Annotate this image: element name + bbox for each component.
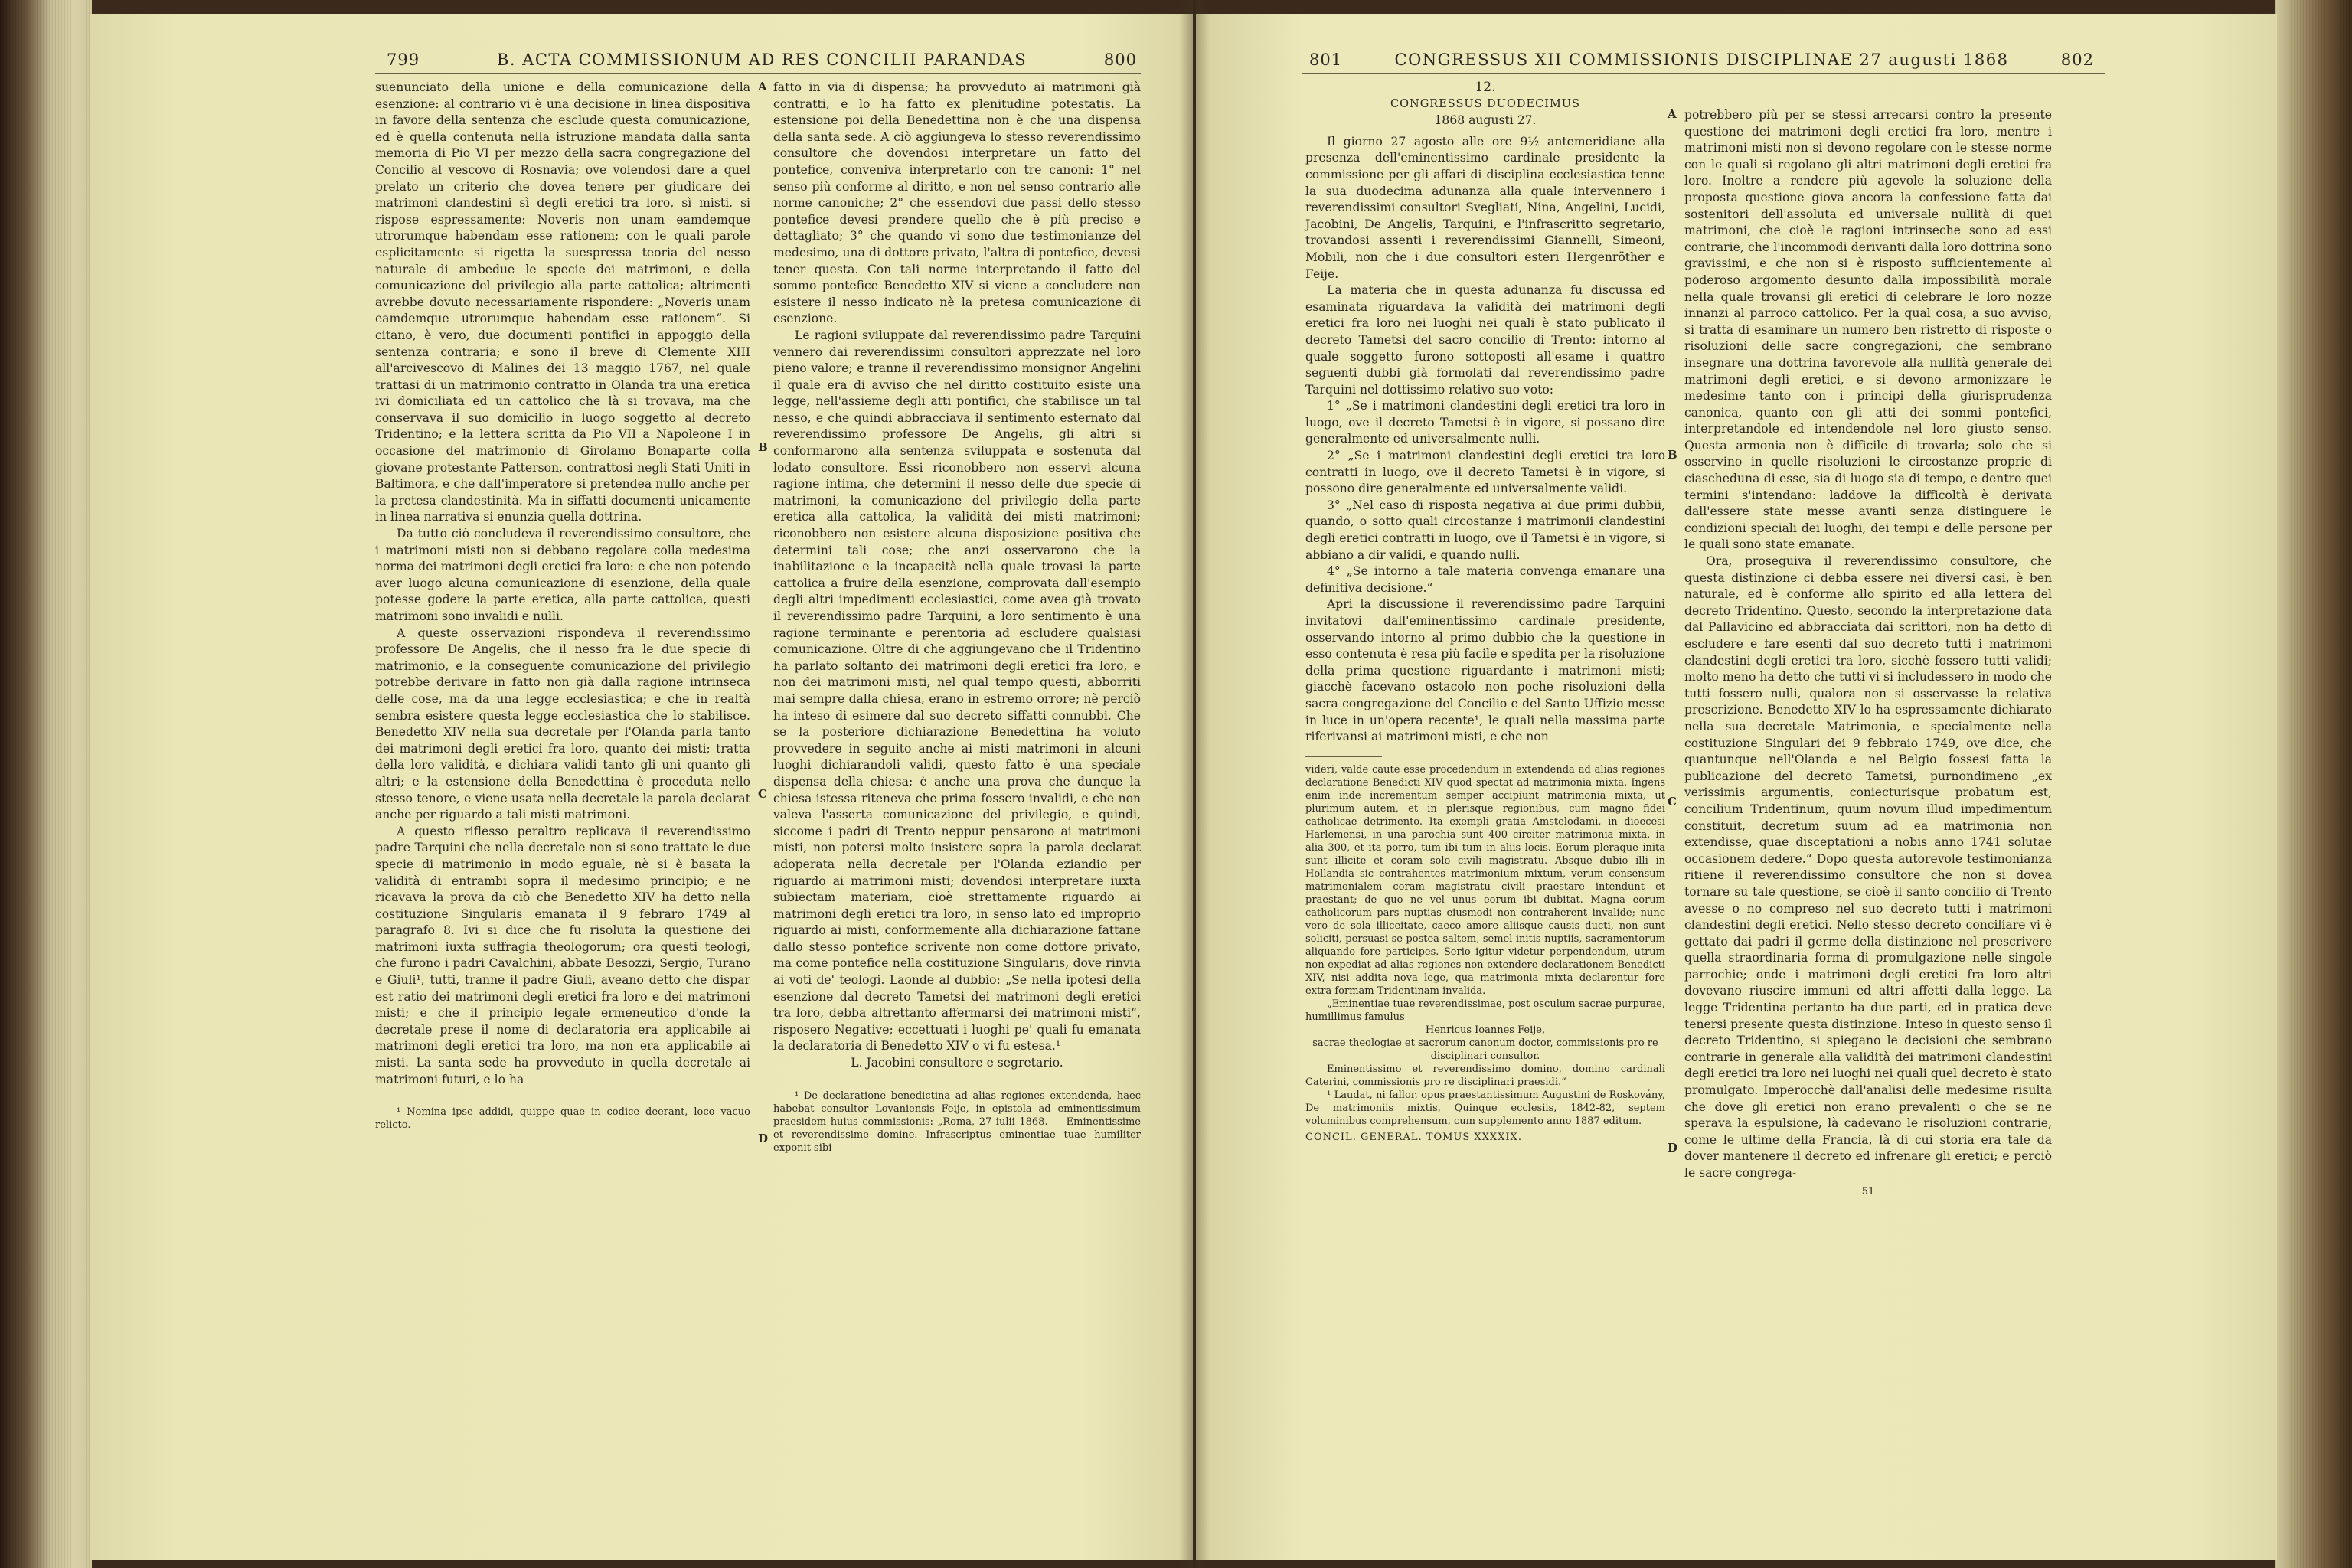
footnote-close: „Eminentiae tuae reverendissimae, post osculum sacrae purpurae, humillimus famulus xyxy=(1305,998,1665,1023)
paragraph: fatto in via di dispensa; ha provveduto ai matrimoni già contratti, e lo ha fatto ex plenitudine potestatis. La estensione poi della Benedettina non è che una dispensa della santa sede. A ciò aggiungeva lo stesso reverendissimo consultore che dovendosi interpretare un fatto del pontefice, conveniva interpretarlo con tre canoni: 1° nel senso più conforme al diritto, e non nel senso contrario alle norme canoniche; 2° che essendovi due passi dello stesso pontefice devesi prendere quello che è più preciso e dettagliato; 3° che quando vi sono due testimonianze del medesimo, una di dottore privato, l'altra di pontefice, devesi tener questa. Con tali norme interpretando il fatto del sommo pontefice Benedetto XIV si viene a concludere non esistere il nesso indicato nè la pretesa comunicazione di esenzione. xyxy=(773,80,1141,326)
right-page-number-a: 801 xyxy=(1309,51,1343,69)
paragraph: A questo riflesso peraltro replicava il reverendissimo padre Tarquini che nella decretale non si sono trattate le due specie di matrimonio in modo eguale, nè si è basata la validità di entrambi sopra il medesimo principio; e ne ricavava la prova da ciò che Benedetto XIV ha detto nella costituzione Singularis emanata il 9 febraro 1749 al paragrafo 8. Ivi si dice che fu risoluta la questione dei matrimoni iuxta suffragia theologorum; ora questi teologi, che furono i padri Cavalchini, abbate Besozzi, Sergio, Turano e Giuli¹, tutti, tranne il padre Giuli, aveano detto che dispar est ratio dei matrimoni degli eretici fra loro e dei matrimoni misti; e che il principio legale ermeneutico d'onde la decretale prese il nome di declaratoria era applicabile ai matrimoni degli eretici tra loro, ma non era applicabile ai misti. La santa sede ha provveduto in quella decretale ai matrimoni futuri, e lo ha xyxy=(375,824,750,1086)
book-edge-right xyxy=(2275,0,2352,1568)
right-running-title: CONGRESSUS XII COMMISSIONIS DISCIPLINAE 27 augusti 1868 xyxy=(1394,51,2009,69)
paragraph: Il giorno 27 agosto alle ore 9½ antemeridiane alla presenza dell'eminentissimo cardinale presidente la commissione per gli affari di disciplina ecclesiastica tenne la sua duodecima adunanza alla quale intervennero i reverendissimi consultori Svegliati, Nina, Angelini, Lucidi, Jacobini, De Angelis, Tarquini, e l'infrascritto segretario, trovandosi assenti i reverendissimi Giannelli, Simeoni, Mobili, non che i due consultori esteri Hergenröther e Feije. xyxy=(1305,134,1665,281)
footnote: ¹ Laudat, ni fallor, opus praestantissimum Augustini de Roskovány, De matrimoniis mixtis, Quinque ecclesiis, 1842-82, septem voluminibus comprehensum, cum supplemento anno 1887 editum. xyxy=(1305,1089,1665,1127)
footnote: ¹ Nomina ipse addidi, quippe quae in codice deerant, loco vacuo relicto. xyxy=(375,1106,750,1132)
paragraph: Apri la discussione il reverendissimo padre Tarquini invitatovi dall'eminentissimo cardinale presidente, osservando intorno al primo dubbio che la questione in esso contenuta è resa più facile e spedita per la risoluzione della prima questione riguardante i matrimoni misti; giacchè facevano ostacolo non poche risoluzioni della sacra congregazione del Concilio e del Santo Uffizio messe in luce in un'opera recente¹, le quali nella massima parte riferivansi ai matrimoni misti, e che non xyxy=(1305,597,1665,744)
signature-number: 51 xyxy=(1861,1185,1875,1197)
left-page-number-a: 799 xyxy=(387,51,420,69)
left-running-title: B. ACTA COMMISSIONUM AD RES CONCILII PARANDAS xyxy=(496,51,1027,69)
margin-letter-d: D xyxy=(758,1132,769,1145)
paragraph: 2° „Se i matrimoni clandestini degli eretici tra loro contratti in luogo, ove il decreto Tametsi è in vigore, si possono dire generalmente ed universalmente validi. xyxy=(1305,449,1665,496)
footnote-signature-role: sacrae theologiae et sacrorum canonum doctor, commissionis pro re disciplinari consultor. xyxy=(1312,1037,1658,1062)
paragraph: 3° „Nel caso di risposta negativa ai due primi dubbii, quando, o sotto quali circostanze i matrimonii clandestini degli eretici contratti in luogo, ove il Tametsi è in vigore, si abbiano a dir validi, e quando nulli. xyxy=(1305,498,1665,562)
session-title: CONGRESSUS DUODECIMUS xyxy=(1390,97,1580,110)
right-running-head xyxy=(1309,51,2094,69)
margin-letter-c: C xyxy=(1668,795,1677,808)
left-page-number-b: 800 xyxy=(1103,51,1137,69)
footnote-rule xyxy=(1305,756,1382,757)
paragraph: 1° „Se i matrimoni clandestini degli eretici tra loro in luogo, ove il decreto Tametsi è in vigore, si possano dire generalmente ed universalmente nulli. xyxy=(1305,399,1665,446)
footnote-continued: videri, valde caute esse procedendum in extendenda ad alias regiones declaratione Benedicti XIV quod spectat ad matrimonia mixta. Ingens enim inde incrementum semper accipiunt matrimonia mixta, ut plurimum autem, et in plerisque regionibus, cum magno fidei catholicae detrimento. Ita exempli gratia Amstelodami, in dioecesi Harlemensi, in una parochia sunt 400 circiter matrimonia mixta, in alia 300, et ita porro, tum ibi tum in aliis locis. Eorum pleraque inita sunt illicite et coram solo civili magistratu. Absque dubio illi in Hollandia sic contrahentes matrimonium mixtum, verum consensum matrimonialem coram magistratu civili praestare intendunt et praestant; de quo ne vel unus eorum ibi dubitat. Magna eorum catholicorum pars nuptias eiusmodi non contraherent invalide; nunc vero de sola illiceitate, caeco amore aliisque causis ducti, non sunt soliciti, persuasi se postea saltem, semel initis nuptiis, sacramentorum aliquando fore participes. Serio igitur videtur perpendendum, utrum non expediat ad alias regiones non extendere declarationem Benedicti XIV, nisi addita nova lege, qua matrimonia mixta declarentur fore extra formam Tridentinam invalida. xyxy=(1305,763,1665,997)
right-column-b xyxy=(1684,107,2052,1198)
paragraph: A queste osservazioni rispondeva il reverendissimo professore De Angelis, che il nesso fra le due specie di matrimonio, e la conseguente comunicazione del privilegio potrebbe derivare in fatto non già dalla ragione intrinseca delle cose, ma da una legge ecclesiastica; e che in realtà sembra esistere questa legge ecclesiastica che lo stabilisce. Benedetto XIV nella sua decretale per l'Olanda parla tanto dei matrimoni degli eretici fra loro, quanto dei misti; tratta della loro validità, e dichiara validi tanto gli uni quanto gli altri; e la estensione della Benedettina è proceduta nello stesso tenore, e viene usata nella decretale la parola declarat anche per riguardo a tali misti matrimoni. xyxy=(375,626,750,822)
paragraph: suenunciato della unione e della comunicazione della esenzione: al contrario vi è una decisione in linea dispositiva in favore della sentenza che esclude questa comunicazione, ed è quella contenuta nella istruzione mandata dalla santa memoria di Pio VI per mezzo della sacra congregazione del Concilio al vescovo di Rosnavia; ove volendosi dare a quel prelato un criterio che dovea tenere per giudicare dei matrimoni clandestini sì degli eretici tra loro, sì misti, si rispose espressamente: Noveris non unam eamdemque utrorumque habendam esse rationem; con le quali parole esplicitamente si rigetta la suespressa teoria del nesso naturale di ambedue le specie dei matrimoni, e della comunicazione del privilegio alla parte cattolica; altrimenti avrebbe dovuto necessariamente rispondere: „Noveris unam eamdemque utrorumque habendam esse rationem“. Si citano, è vero, due documenti pontifici in appoggio della sentenza contraria; e sono il breve di Clemente XIII all'arcivescovo di Malines dei 13 maggio 1767, nel quale trattasi di un matrimonio contratto in Olanda tra una eretica ivi domiciliata ed un cattolico che là si trovava, ma che conservava il suo domicilio in luogo soggetto al decreto Tridentino; e la lettera scritta da Pio VII a Napoleone I in occasione del matrimonio di Girolamo Bonaparte colla giovane protestante Patterson, contrattosi negli Stati Uniti in Baltimora, e che dall'imperatore si pretendea nullo anche per la pretesa clandestinità. Ma in siffatti documenti unicamente in linea narrativa si enunzia quella dottrina. xyxy=(375,80,750,524)
paragraph: Ora, proseguiva il reverendissimo consultore, che questa distinzione ci debba essere nei diversi casi, è ben naturale, ed è conforme allo spirito ed alla lettera del decreto Tridentino. Questo, secondo la interpretazione data dal Pallavicino ed abbracciata dai scrittori, non ha detto di escludere e fare esenti dal suo decreto tutti i matrimoni clandestini degli eretici tra loro, sicchè fossero tutti validi; molto meno ha detto che tutti vi si includessero in modo che tutti fossero nulli, qualora non si osservasse la relativa prescrizione. Benedetto XIV lo ha espressamente dichiarato nella sua decretale Matrimonia, e specialmente nella costituzione Singulari dei 9 febbraio 1749, ove dice, che quantunque nell'Olanda e nel Belgio fossesi fatta la publicazione del decreto Tametsi, purnondimeno „ex verissimis argumentis, coniecturisque probatum est, concilium Tridentinum, quum novum illud impedimentum constituit, decretum suum ad ea matrimonia non extendisse, quae disceptationi a nobis anno 1741 solutae occasionem dedere.“ Dopo questa autorevole testimonianza ritiene il reverendissimo consultore che non si dovea tornare su tale questione, se cioè il santo concilio di Trento avesse o no compreso nel suo decreto tutti i matrimoni clandestini degli eretici. Nello stesso decreto conciliare vi è gettato dai padri il germe della distinzione nel prescrivere quella straordinaria forma di promulgazione nelle singole parrochie; onde i matrimoni degli eretici fra loro altri dovevano riuscire immuni ed altri affetti dalla legge. La legge Tridentina pertanto ha due parti, ed in pratica deve tenersi presente questa distinzione. Inteso in questo senso il decreto Tridentino, si spiegano le decisioni che sembrano contrarie in generale alla validità dei matrimoni clandestini degli eretici tra loro nei luoghi nei quali quel decreto è stato promulgato. Imperocchè dall'analisi delle medesime risulta che dove gli eretici non erano prevalenti o che se ne sperava la espulsione, là cadevano le risoluzioni contrarie, come le ultime della Francia, là di cui storia era tale da dover mantenere il decreto ed infrenare gli eretici; e perciò le sacre congrega- xyxy=(1684,554,2052,1180)
right-column-a xyxy=(1305,80,1665,1144)
footnote: ¹ De declaratione benedictina ad alias regiones extendenda, haec habebat consultor Lovaniensis Feije, in epistola ad eminentissimum praesidem huius commissionis: „Roma, 27 iulii 1868. — Eminentissime et reverendissime domine. Infrascriptus eminentiae tuae humiliter exponit sibi xyxy=(773,1089,1141,1154)
right-page-number-b: 802 xyxy=(2060,51,2094,69)
margin-letter-a: A xyxy=(758,80,767,93)
paragraph: La materia che in questa adunanza fu discussa ed esaminata riguardava la validità dei matrimoni degli eretici fra loro nei luoghi nei quali è stato publicato il decreto Tametsi del sacro concilio di Trento: intorno al quale soggetto furono sottoposti all'esame i quattro seguenti dubbi già formolati dal reverendissimo padre Tarquini nel dottissimo relativo suo voto: xyxy=(1305,283,1665,397)
session-number: 12. xyxy=(1475,80,1496,95)
signature-secretary: L. Jacobini consultore e segretario. xyxy=(851,1056,1063,1070)
margin-letter-c: C xyxy=(758,787,767,801)
left-column-a xyxy=(375,80,750,1132)
footnote-signature-name: Henricus Ioannes Feije, xyxy=(1425,1024,1546,1036)
session-date: 1868 augusti 27. xyxy=(1434,113,1537,128)
paragraph: Da tutto ciò concludeva il reverendissimo consultore, che i matrimoni misti non si debbano regolare colla medesima norma dei matrimoni degli eretici fra loro: e che non potendo aver luogo alcuna comunicazione di esenzione, della quale potesse godere la parte eretica, alla parte cattolica, questi matrimoni sono invalidi e nulli. xyxy=(375,527,750,623)
left-running-head xyxy=(387,51,1137,69)
book-gutter xyxy=(1179,0,1210,1568)
margin-letter-b: B xyxy=(1668,448,1677,462)
left-column-b xyxy=(773,80,1141,1155)
margin-letter-a: A xyxy=(1668,107,1677,121)
paragraph: 4° „Se intorno a tale materia convenga emanare una definitiva decisione.“ xyxy=(1305,564,1665,595)
signature-line: CONCIL. GENERAL. TOMUS XXXXIX. xyxy=(1305,1131,1522,1143)
paragraph: potrebbero più per se stessi arrecarsi contro la presente questione dei matrimoni degli eretici fra loro, mentre i matrimoni misti non si devono regolare con le stesse norme con le quali si regolano gli altri matrimoni degli eretici fra loro. Inoltre a rendere più agevole la soluzione della proposta questione giova ancora la confessione fatta dai sostenitori dell'assoluta ed universale nullità di quei matrimoni, che cioè le ragioni intrinseche sono ad essi contrarie, che l'incommodi derivanti dalla loro dottrina sono gravissimi, e che non si è risposto sufficientemente al poderoso argomento desunto dalla impossibilità morale nella quale trovansi gli eretici di celebrare le loro nozze innanzi al parroco cattolico. Per la qual cosa, a suo avviso, si tratta di esaminare un numero ben ristretto di risposte o risoluzioni delle sacre congregazioni, che sembrano insegnare una dottrina favorevole alla nullità generale dei matrimoni degli eretici, e si devono armonizzare le medesime tanto con i principi della giurisprudenza canonica, quanto con gli atti dei sommi pontefici, interpretandole ed intendendole nel loro giusto senso. Questa armonia non è difficile di trovarla; solo che si osservino in quelle risoluzioni le circostanze proprie di ciascheduna di esse, sia di luogo sia di tempo, e dentro quei termini s'intendano: laddove la difficoltà è derivata dall'essere state messe avanti senza distinguere le condizioni speciali dei luoghi, dei tempi e delle persone per le quali sono state emanate. xyxy=(1684,108,2052,552)
book-edge-left xyxy=(0,0,92,1568)
footnote-address: Eminentissimo et reverendissimo domino, domino cardinali Caterini, commissionis pro re disciplinari praesidi.“ xyxy=(1305,1063,1665,1088)
margin-letter-d: D xyxy=(1668,1141,1678,1155)
margin-letter-b: B xyxy=(758,440,768,454)
paragraph: Le ragioni sviluppate dal reverendissimo padre Tarquini vennero dai reverendissimi consultori apprezzate nel loro pieno valore; e tranne il reverendissimo monsignor Angelini il quale era di avviso che nel diritto costituito esiste una legge, nell'assieme degli atti pontifici, che stabilisce un tal nesso, e che quindi abbracciava il sentimento esternato dal reverendissimo professore De Angelis, gli altri si conformarono alla sentenza sviluppata e sostenuta dal lodato consultore. Essi riconobbero non esservi alcuna ragione intima, che determini il nesso delle due specie di matrimoni, la comunicazione del privilegio della parte eretica alla cattolica, la validità dei misti matrimoni; riconobbero non esistere alcuna disposizione positiva che determini tali cose; che anzi osservarono che la inabilitazione e la incapacità nella quale trovasi la parte cattolica a fruire della esenzione, comprovata dall'esempio degli altri impedimenti ecclesiastici, come avea già trovato il reverendissimo padre Tarquini, a loro sentimento è una ragione terminante e perentoria ad escludere qualsiasi comunicazione. Oltre di che aggiungevano che il Tridentino ha parlato soltanto dei matrimoni degli eretici fra loro, e non dei matrimoni misti, nel qual tempo questi, abborriti mai sempre dalla chiesa, erano in estremo orrore; nè perciò ha inteso di esimere dal suo decreto siffatti connubbi. Che se la posteriore dichiarazione Benedettina ha voluto provvedere in seguito anche ai misti matrimoni in alcuni luoghi dichiarandoli validi, questo fatto è una speciale dispensa della chiesa; è anche una prova che dunque la chiesa istessa riteneva che prima fossero invalidi, e che non valeva l'asserta comunicazione del privilegio, e quindi, siccome i padri di Trento neppur pensarono ai matrimoni misti, non potersi molto insistere sopra la parola declarat adoperata nella decretale per l'Olanda eziandio per riguardo ai matrimoni misti; dovendosi interpretare iuxta subiectam materiam, cioè strettamente riguardo ai matrimoni degli eretici tra loro, in senso lato ed improprio riguardo ai misti, conformemente alla dichiarazione fattane dallo stesso pontefice scrivente non come dottore privato, ma come pontefice nella costituzione Singularis, dove rinvia ai voti de' teologi. Laonde al dubbio: „Se nella ipotesi della esenzione dal decreto Tametsi dei matrimoni degli eretici tra loro, debba altrettanto affermarsi dei matrimoni misti“, risposero Negative; eccettuati i luoghi pe' quali fu emanata la declaratoria di Benedetto XIV o vi fu estesa.¹ xyxy=(773,328,1141,1054)
